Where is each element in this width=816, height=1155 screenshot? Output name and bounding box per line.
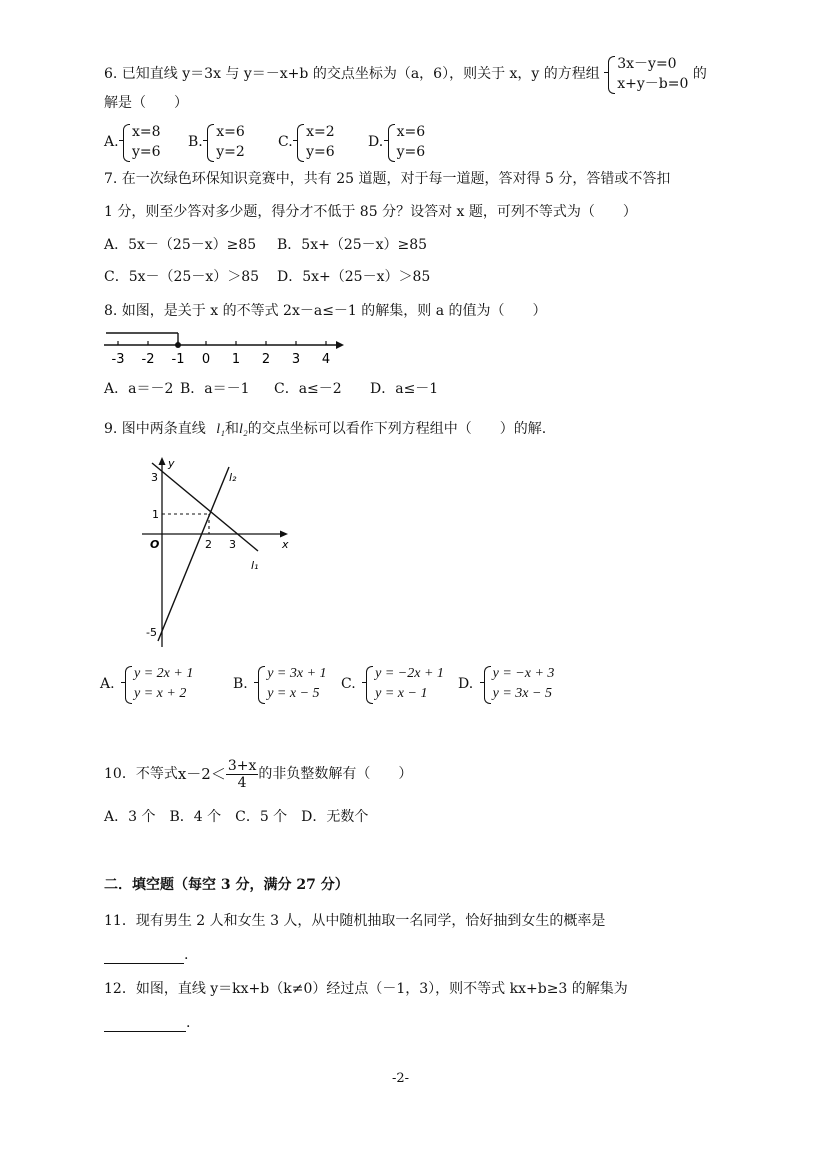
graph-l2-label: l₂ (229, 471, 237, 484)
origin-label: O (150, 538, 160, 551)
y-axis-arrow (159, 457, 166, 465)
section-2-title: 二．填空题（每空 3 分，满分 27 分） (104, 877, 349, 893)
q6-option-d: D. x=6 y=6 (368, 124, 426, 160)
tick-label-1: 1 (231, 352, 241, 367)
q12-stem: 12．如图，直线 y＝kx+b（k≠0）经过点（－1，3），则不等式 kx+b≥3 的解集为 (104, 981, 628, 997)
q6-text-suffix: 的 (692, 66, 707, 82)
q10-options: A．3 个 B．4 个 C．5 个 D．无数个 (104, 809, 369, 825)
tick-label-0: 0 (201, 352, 211, 367)
number-line-arrow (336, 341, 344, 349)
q10-stem: 10．不等式x－2＜ $\frac{3+x}{4}$ 的非负整数解有（ ） (104, 757, 413, 791)
q11-stem: 11．现有男生 2 人和女生 3 人，从中随机抽取一名同学，恰好抽到女生的概率是 (104, 913, 606, 929)
q7-option-a: A．5x－（25－x）≥85 (104, 237, 257, 253)
q6-option-c: C. x=2 y=6 (278, 124, 335, 160)
q7-option-b: B．5x+（25－x）≥85 (277, 237, 428, 253)
line-l1-label: l₁ (216, 422, 226, 437)
y-axis-label: y (168, 457, 175, 470)
q9-stem: 9. 图中两条直线 l₁和l₂的交点坐标可以看作下列方程组中（ ）的解. (104, 421, 547, 437)
q7-option-d: D．5x+（25－x）＞85 (277, 269, 431, 285)
q8-option-d: D．a≤－1 (370, 381, 439, 397)
q10-fraction-numerator: 3+x (227, 757, 257, 774)
q7-stem-line-2: 1 分，则至少答对多少题，得分才不低于 85 分？设答对 x 题，可列不等式为（ ） (104, 204, 637, 220)
q10-inequality-lhs: x－2＜ (177, 765, 226, 783)
q11-answer-blank: . (104, 946, 188, 964)
solid-point-marker (175, 342, 181, 348)
two-lines-graph (138, 455, 298, 650)
q10-fraction-denominator: 4 (237, 774, 247, 791)
tick-label-neg3: -3 (111, 352, 125, 367)
q6-stem (104, 54, 707, 94)
x-axis-label: x (282, 538, 289, 551)
q9-option-b: B. y = 3x + 1 y = x − 5 (233, 664, 327, 704)
line-l2 (158, 467, 229, 641)
q12-answer-blank: . (104, 1014, 190, 1032)
tick-label-4: 4 (321, 352, 331, 367)
q6-text: 6. 已知直线 y＝3x 与 y＝－x+b 的交点坐标为（a，6），则关于 x，y 的方程组 (104, 66, 600, 82)
x-axis-arrow (280, 531, 288, 538)
q6-option-b: B. x=6 y=2 (188, 124, 245, 160)
q6-system-row-2: x+y－b=0 (617, 76, 689, 92)
y-tick-3: 3 (151, 471, 158, 484)
q8-stem: 8. 如图，是关于 x 的不等式 2x－a≤－1 的解集，则 a 的值为（ ） (104, 303, 547, 319)
q6-stem-cont: 解是（ ） (104, 95, 188, 111)
tick-label-neg1: -1 (171, 352, 185, 367)
q6-option-a: A. x=8 y=6 (104, 124, 161, 160)
y-tick-1: 1 (152, 508, 159, 521)
q9-option-a: A. y = 2x + 1 y = x + 2 (100, 664, 193, 704)
tick-label-neg2: -2 (141, 352, 155, 367)
page-number: -2- (392, 1071, 410, 1086)
q7-option-c: C．5x－（25－x）＞85 (104, 269, 260, 285)
q9-option-c: C. y = −2x + 1 y = x − 1 (341, 664, 444, 704)
x-tick-2: 2 (205, 538, 212, 551)
q6-system (608, 54, 688, 94)
line-l2-label: l₂ (239, 422, 248, 437)
x-tick-3: 3 (229, 538, 236, 551)
graph-l1-label: l₁ (251, 559, 259, 572)
tick-label-2: 2 (261, 352, 271, 367)
tick-label-3: 3 (291, 352, 301, 367)
q7-stem-line-1: 7. 在一次绿色环保知识竞赛中，共有 25 道题，对于每一道题，答对得 5 分，答错或不答扣 (104, 171, 671, 187)
q6-system-row-1: 3x－y=0 (617, 56, 677, 72)
q8-option-c: C．a≤－2 (274, 381, 342, 397)
q8-option-a: A．a＝－2 (104, 381, 174, 397)
q10-fraction (226, 758, 259, 791)
q9-option-d: D. y = −x + 3 y = 3x − 5 (458, 664, 554, 704)
y-tick-neg5: -5 (146, 626, 157, 639)
number-line-diagram (98, 328, 348, 368)
q8-option-b: B．a＝－1 (180, 381, 250, 397)
